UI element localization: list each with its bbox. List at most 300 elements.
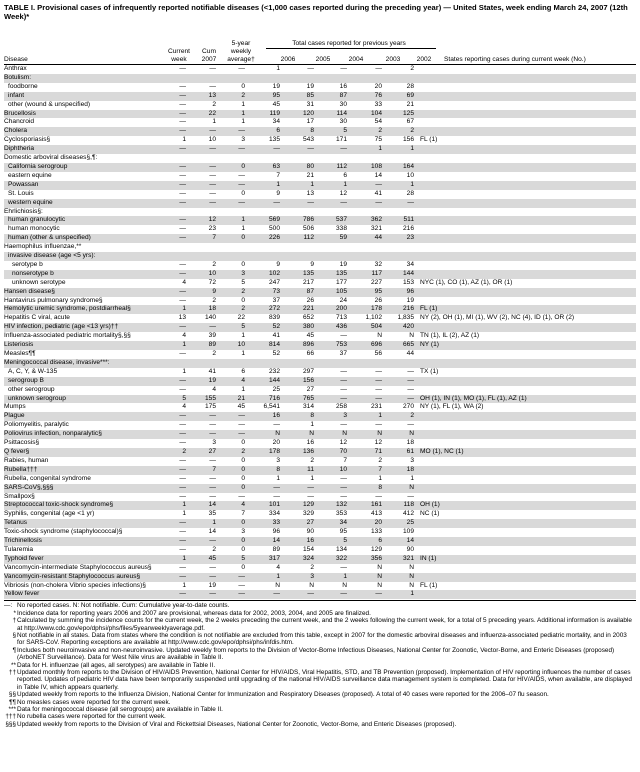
disease-name: Cholera — [4, 127, 160, 136]
cell-y2006: 33 — [245, 519, 280, 528]
cell-current-week: 13 — [178, 314, 186, 322]
cell-states-reporting: OH (1) — [414, 501, 636, 510]
cell-y2002: 18 — [406, 439, 414, 447]
cell-y2006: 19 — [272, 82, 280, 90]
cell-cum-2007: 19 — [186, 377, 216, 386]
table-row — [4, 199, 636, 208]
cell-y2003: — — [347, 395, 382, 404]
cell-five-year-avg: 0 — [241, 296, 245, 304]
table-row — [4, 83, 636, 92]
header-total-group: Total cases reported for previous years — [292, 40, 406, 47]
table-row — [4, 359, 636, 368]
disease-name: serogroup B — [4, 377, 160, 386]
cell-y2004: 24 — [339, 296, 347, 304]
disease-name: A, C, Y, & W-135 — [8, 367, 58, 375]
cell-y2003: 104 — [347, 110, 382, 119]
cell-y2002: — — [407, 367, 414, 375]
cell-current-week: — — [179, 260, 186, 268]
cell-y2005: 217 — [302, 278, 314, 286]
disease-name: HIV infection, pediatric (age <13 yrs)†† — [4, 323, 160, 332]
cell-five-year-avg: 0 — [241, 189, 245, 197]
cell-y2004: — — [340, 563, 347, 571]
cell-current-week: 1 — [182, 367, 186, 375]
cell-y2002: 153 — [402, 278, 414, 286]
cell-y2002: 25 — [382, 519, 414, 528]
cell-states-reporting — [414, 528, 636, 537]
cell-states-reporting — [414, 225, 636, 234]
cell-y2006: 52 — [245, 323, 280, 332]
disease-name: Streptococcal toxic-shock syndrome§ — [4, 501, 160, 510]
cell-y2006: — — [273, 492, 280, 500]
cell-y2003: — — [375, 421, 382, 429]
cell-y2003: 76 — [347, 92, 382, 101]
cell-y2002: 2 — [410, 65, 414, 72]
cell-current-week: 4 — [182, 278, 186, 286]
cell-y2006: 1 — [245, 573, 280, 582]
disease-name: infant — [4, 92, 160, 101]
disease-name: Rubella, congenital syndrome — [4, 474, 91, 482]
cell-y2004: — — [340, 474, 347, 482]
cell-y2002: 96 — [382, 288, 414, 297]
disease-name: California serogroup — [4, 163, 160, 172]
table-row — [4, 582, 636, 591]
cell-y2004: — — [340, 385, 347, 393]
cell-y2002: 109 — [402, 528, 414, 536]
cell-y2002: 144 — [382, 270, 414, 279]
cell-five-year-avg: 2 — [216, 288, 245, 297]
cell-y2004: 3 — [314, 412, 347, 421]
disease-name: Botulism: — [4, 74, 160, 83]
cell-y2002: 10 — [406, 171, 414, 179]
cell-states-reporting — [414, 163, 636, 172]
cell-current-week: 1 — [182, 510, 186, 518]
header-disease: Disease — [4, 56, 28, 63]
cell-cum-2007: — — [209, 492, 216, 500]
table-row — [4, 163, 636, 172]
table-row — [4, 412, 636, 421]
disease-name: Anthrax — [4, 65, 27, 72]
cell-states-reporting: FL (1) — [420, 581, 438, 589]
table-row — [4, 172, 636, 181]
cell-y2006: 317 — [245, 555, 280, 564]
cell-current-week: — — [160, 234, 186, 243]
cell-current-week: — — [160, 537, 186, 546]
cell-five-year-avg — [216, 208, 245, 217]
cell-y2002: 118 — [382, 501, 414, 510]
cell-y2006: 63 — [245, 163, 280, 172]
cell-y2004: 95 — [339, 528, 347, 536]
cell-y2003: 54 — [374, 118, 382, 126]
cell-y2005: — — [280, 484, 314, 493]
cell-y2005: — — [280, 590, 314, 599]
header-avg-line3: average† — [227, 56, 255, 63]
cell-y2005: — — [307, 65, 314, 72]
cell-current-week: 5 — [160, 395, 186, 404]
cell-y2002: — — [407, 385, 414, 393]
cell-five-year-avg: — — [216, 430, 245, 439]
cell-y2006: 7 — [276, 171, 280, 179]
cell-five-year-avg: 45 — [237, 403, 245, 411]
disease-name: Listeriosis — [4, 341, 160, 350]
table-row — [4, 519, 636, 528]
table-row — [4, 216, 636, 225]
cell-y2003: 356 — [347, 555, 382, 564]
cell-five-year-avg: 4 — [216, 377, 245, 386]
cell-y2005: 80 — [280, 163, 314, 172]
cell-five-year-avg: — — [238, 171, 245, 179]
cell-states-reporting: FL (1) — [420, 136, 438, 144]
cell-y2005: — — [280, 199, 314, 208]
cell-y2003: 1 — [347, 145, 382, 154]
cell-y2006: 8 — [245, 466, 280, 475]
cell-states-reporting — [414, 519, 636, 528]
disease-table — [4, 65, 636, 599]
cell-y2004: — — [314, 199, 347, 208]
table-row — [4, 225, 636, 234]
footnote-text: Incidence data for reporting years 2006 and 2007 are provisional, whereas data for 2002, 2003, 2004, and 2005 are finalized. — [17, 609, 371, 617]
cell-y2006: 119 — [245, 110, 280, 119]
cell-y2005: 221 — [280, 305, 314, 314]
cell-y2002: 412 — [402, 510, 414, 518]
disease-name: Measles¶¶ — [4, 350, 36, 357]
cell-y2002: 1 — [410, 474, 414, 482]
cell-y2002 — [382, 154, 414, 163]
table-row — [4, 475, 636, 484]
cell-y2006: 814 — [245, 341, 280, 350]
cell-cum-2007: 9 — [186, 288, 216, 297]
cell-y2004: N — [314, 430, 347, 439]
cell-current-week: — — [160, 163, 186, 172]
table-row — [4, 377, 636, 386]
cell-states-reporting — [414, 546, 636, 555]
cell-cum-2007: 2 — [212, 260, 216, 268]
cell-y2005 — [280, 243, 314, 252]
cell-cum-2007: — — [209, 189, 216, 197]
cell-y2004: 19 — [339, 260, 347, 268]
cell-states-reporting — [414, 323, 636, 332]
disease-name: eastern equine — [8, 171, 52, 179]
cell-y2005: 154 — [302, 545, 314, 553]
disease-name: human (other & unspecified) — [4, 234, 160, 243]
cell-y2004: — — [314, 484, 347, 493]
cell-y2003: — — [347, 199, 382, 208]
disease-name: unknown serotype — [12, 278, 66, 286]
cell-y2005: 506 — [302, 225, 314, 233]
cell-y2002: — — [407, 492, 414, 500]
cell-states-reporting — [414, 101, 636, 110]
cell-cum-2007: — — [186, 412, 216, 421]
cell-current-week: — — [179, 545, 186, 553]
cell-five-year-avg: 1 — [216, 216, 245, 225]
cell-states-reporting — [414, 181, 636, 190]
cell-y2004: 5 — [314, 127, 347, 136]
cell-five-year-avg: — — [216, 412, 245, 421]
cell-y2004: 37 — [339, 350, 347, 357]
cell-cum-2007: 14 — [208, 528, 216, 536]
cell-y2006: 4 — [276, 563, 280, 571]
cell-y2005: 129 — [280, 501, 314, 510]
cell-states-reporting: NY (1), FL (1), WA (2) — [420, 403, 484, 411]
cell-y2006: 6,541 — [263, 403, 280, 411]
cell-cum-2007: 19 — [208, 581, 216, 589]
header-year-2005: 2005 — [315, 56, 331, 63]
table-row — [4, 350, 636, 359]
cell-current-week — [160, 252, 186, 261]
cell-y2002 — [382, 243, 414, 252]
cell-y2005 — [280, 74, 314, 83]
cell-five-year-avg: 3 — [241, 528, 245, 536]
footnote-marker: † — [12, 617, 16, 625]
footnote-marker: ††† — [5, 713, 16, 721]
cell-y2002 — [382, 208, 414, 217]
cell-y2004 — [314, 208, 347, 217]
cell-y2006: 144 — [245, 377, 280, 386]
cell-y2005: 324 — [280, 555, 314, 564]
cell-y2002: 2 — [382, 127, 414, 136]
cell-current-week: — — [160, 430, 186, 439]
disease-name: Vibriosis (non-cholera Vibrio species infections)§ — [4, 581, 146, 589]
cell-five-year-avg: 0 — [241, 563, 245, 571]
header-avg-line1: 5-year — [231, 40, 251, 47]
cell-current-week — [160, 74, 186, 83]
cell-five-year-avg: 0 — [216, 234, 245, 243]
cell-y2006: 716 — [245, 395, 280, 404]
cell-states-reporting — [414, 261, 636, 270]
cell-y2006: 1 — [245, 181, 280, 190]
cell-current-week: 4 — [182, 332, 186, 340]
cell-cum-2007: 3 — [212, 439, 216, 447]
cell-y2006: 20 — [272, 439, 280, 447]
disease-name: Haemophilus influenzae,** — [4, 243, 82, 251]
cell-current-week: — — [179, 65, 186, 72]
cell-y2002: 216 — [382, 305, 414, 314]
cell-y2005: 297 — [302, 367, 314, 375]
cell-current-week: — — [179, 456, 186, 464]
cell-current-week: 1 — [160, 501, 186, 510]
cell-five-year-avg: — — [216, 127, 245, 136]
cell-y2006: — — [245, 145, 280, 154]
cell-y2004: — — [314, 590, 347, 599]
cell-y2005 — [280, 252, 314, 261]
cell-y2002: 44 — [406, 350, 414, 357]
footnote-marker: * — [13, 609, 16, 617]
cell-cum-2007: 1 — [186, 519, 216, 528]
cell-y2006: 16 — [245, 412, 280, 421]
cell-five-year-avg: 6 — [241, 367, 245, 375]
cell-y2005 — [280, 208, 314, 217]
cell-states-reporting: MO (1), NC (1) — [414, 448, 636, 457]
cell-y2006: 500 — [268, 225, 280, 233]
table-row — [4, 564, 636, 573]
cell-y2004: — — [340, 421, 347, 429]
cell-y2002: N — [382, 430, 414, 439]
cell-cum-2007: 10 — [208, 136, 216, 144]
cell-five-year-avg: 0 — [241, 474, 245, 482]
footnote — [4, 662, 636, 669]
cell-cum-2007: — — [186, 145, 216, 154]
cell-current-week: 1 — [182, 136, 186, 144]
cell-y2002: 69 — [382, 92, 414, 101]
cell-cum-2007: — — [186, 323, 216, 332]
cell-five-year-avg — [216, 243, 245, 252]
cell-cum-2007 — [186, 208, 216, 217]
cell-y2004: — — [314, 395, 347, 404]
cell-y2002: 14 — [382, 537, 414, 546]
cell-states-reporting — [414, 65, 636, 74]
disease-name: Yellow fever — [4, 590, 160, 599]
cell-cum-2007: 10 — [186, 270, 216, 279]
cell-y2005: 90 — [306, 528, 314, 536]
cell-five-year-avg: 0 — [216, 163, 245, 172]
table-row — [4, 421, 636, 430]
table-row — [4, 208, 636, 217]
cell-y2006: 6 — [245, 127, 280, 136]
table-row — [4, 590, 636, 599]
header-current-line2: week — [171, 56, 187, 63]
cell-y2002: 1 — [382, 590, 414, 599]
cell-cum-2007: 12 — [186, 216, 216, 225]
cell-cum-2007: 35 — [208, 510, 216, 518]
cell-y2003: N — [377, 563, 382, 571]
cell-current-week: 2 — [160, 448, 186, 457]
cell-states-reporting — [414, 234, 636, 243]
cell-states-reporting — [414, 484, 636, 493]
cell-y2002: 216 — [402, 225, 414, 233]
cell-states-reporting — [414, 110, 636, 119]
disease-name: Ehrlichiosis§: — [4, 207, 43, 215]
cell-five-year-avg: 2 — [216, 448, 245, 457]
cell-y2004: 753 — [314, 341, 347, 350]
cell-y2002: 321 — [382, 555, 414, 564]
cell-cum-2007: 27 — [186, 448, 216, 457]
cell-y2003 — [347, 154, 382, 163]
cell-y2002: 420 — [382, 323, 414, 332]
cell-current-week: — — [179, 189, 186, 197]
cell-states-reporting — [414, 421, 636, 430]
cell-y2003: 6 — [347, 537, 382, 546]
cell-cum-2007: 155 — [186, 395, 216, 404]
cell-five-year-avg: 2 — [216, 305, 245, 314]
cell-y2003: 26 — [374, 296, 382, 304]
cell-y2003 — [347, 74, 382, 83]
cell-five-year-avg: 0 — [241, 260, 245, 268]
cell-five-year-avg: 1 — [241, 100, 245, 108]
footnote-marker: §§§ — [5, 720, 16, 728]
cell-current-week: — — [179, 474, 186, 482]
disease-name: Powassan — [4, 181, 160, 190]
table-row — [4, 252, 636, 261]
footnotes — [4, 602, 636, 728]
cell-cum-2007: — — [209, 421, 216, 429]
disease-name: Psittacosis§ — [4, 439, 40, 447]
cell-y2005: 329 — [302, 510, 314, 518]
cell-cum-2007: 22 — [186, 110, 216, 119]
cell-y2006: 839 — [268, 314, 280, 322]
disease-name: Q fever§ — [4, 448, 160, 457]
disease-name: Plague — [4, 412, 160, 421]
cell-y2003: 321 — [370, 225, 382, 233]
cell-states-reporting — [414, 412, 636, 421]
cell-y2002: 1 — [382, 145, 414, 154]
cell-y2003: N — [347, 573, 382, 582]
cell-states-reporting — [414, 216, 636, 225]
cell-y2004: N — [342, 581, 347, 589]
cell-y2004: 87 — [314, 92, 347, 101]
cell-y2006 — [245, 252, 280, 261]
table-row — [4, 332, 636, 341]
disease-name: Mumps — [4, 403, 26, 411]
cell-y2004: 1 — [314, 181, 347, 190]
cell-current-week: — — [179, 385, 186, 393]
cell-five-year-avg: 5 — [216, 555, 245, 564]
cell-y2006: — — [245, 484, 280, 493]
cell-y2005 — [280, 359, 314, 368]
cell-y2004: 177 — [335, 278, 347, 286]
cell-current-week — [160, 359, 186, 368]
disease-name: Domestic arboviral diseases§,¶: — [4, 154, 98, 162]
cell-y2006: 14 — [245, 537, 280, 546]
cell-five-year-avg: 0 — [216, 519, 245, 528]
cell-y2006: 247 — [268, 278, 280, 286]
cell-y2004: 7 — [343, 456, 347, 464]
cell-y2004: 436 — [314, 323, 347, 332]
cell-y2002: 21 — [406, 100, 414, 108]
cell-cum-2007: — — [186, 573, 216, 582]
cell-cum-2007: 7 — [186, 234, 216, 243]
cell-y2002: N — [382, 573, 414, 582]
cell-y2005: 8 — [280, 127, 314, 136]
cell-y2003: 231 — [370, 403, 382, 411]
table-row — [4, 288, 636, 297]
table-row — [4, 528, 636, 537]
cell-current-week: — — [160, 484, 186, 493]
cell-states-reporting: TN (1), IL (2), AZ (1) — [420, 332, 480, 340]
cell-y2003: 71 — [347, 448, 382, 457]
table-row — [4, 243, 636, 252]
cell-current-week — [160, 208, 186, 217]
cell-five-year-avg: — — [238, 492, 245, 500]
table-row — [4, 555, 636, 564]
cell-y2004: 6 — [343, 171, 347, 179]
table-row — [4, 110, 636, 119]
cell-y2003: 56 — [374, 350, 382, 357]
cell-y2005: 9 — [310, 260, 314, 268]
header-cum-line1: Cum — [202, 48, 216, 55]
cell-y2002: 156 — [402, 136, 414, 144]
cell-states-reporting — [414, 493, 636, 502]
cell-states-reporting — [414, 288, 636, 297]
cell-cum-2007: 23 — [208, 225, 216, 233]
cell-cum-2007: — — [186, 590, 216, 599]
footnote — [4, 647, 636, 662]
disease-name: Hepatitis C viral, acute — [4, 314, 70, 322]
footnote — [4, 691, 636, 698]
cell-five-year-avg: 5 — [216, 323, 245, 332]
table-row — [4, 484, 636, 493]
cell-current-week: — — [160, 466, 186, 475]
cell-y2004: 16 — [339, 82, 347, 90]
table-page — [4, 0, 636, 728]
cell-y2003: N — [347, 430, 382, 439]
cell-y2006: 1 — [276, 474, 280, 482]
disease-name: Poliomyelitis, paralytic — [4, 421, 69, 429]
cell-y2003 — [347, 208, 382, 217]
cell-states-reporting: NC (1) — [420, 510, 440, 518]
cell-y2003: 696 — [347, 341, 382, 350]
table-row — [4, 92, 636, 101]
cell-states-reporting — [414, 377, 636, 386]
cell-y2002 — [382, 74, 414, 83]
